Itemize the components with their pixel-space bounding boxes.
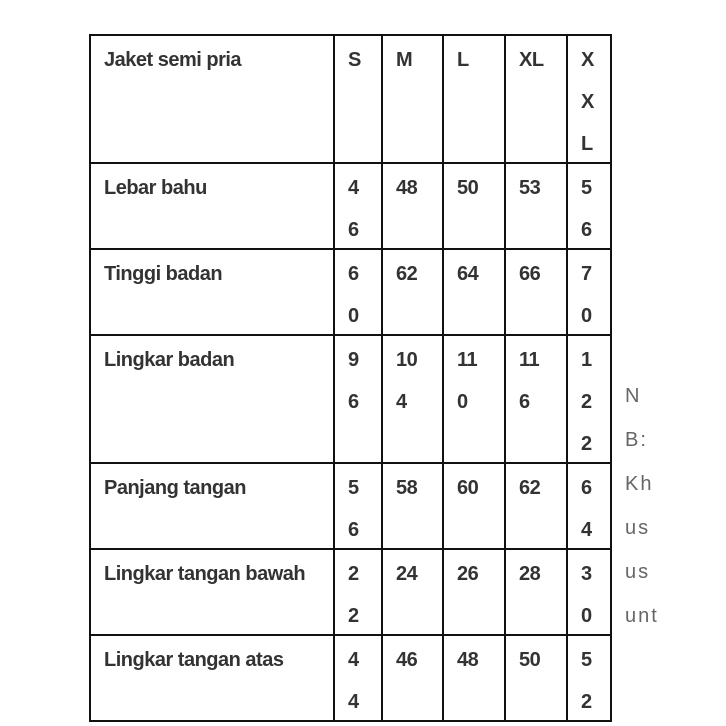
table-cell (90, 249, 334, 335)
cell-text: XL (519, 49, 544, 71)
table-cell (90, 163, 334, 249)
cell-text: Panjang tangan (104, 477, 246, 499)
table-cell (90, 463, 334, 549)
table-cell (334, 549, 382, 635)
cell-text: 62 (396, 263, 418, 285)
table-cell (382, 549, 443, 635)
table-cell (443, 249, 505, 335)
table-cell (443, 549, 505, 635)
cell-text: 52 (581, 649, 592, 713)
cell-text: 116 (519, 349, 540, 413)
cell-text: 46 (348, 177, 359, 241)
header-cell (505, 35, 567, 163)
cell-text: Jaket semi pria (104, 49, 242, 71)
table-row (90, 249, 611, 335)
table-cell (382, 335, 443, 463)
cell-text: Lebar bahu (104, 177, 207, 199)
table-cell (90, 549, 334, 635)
table-cell (505, 163, 567, 249)
table-cell (443, 463, 505, 549)
cell-text: 48 (396, 177, 418, 199)
cell-text: Lingkar badan (104, 349, 235, 371)
header-cell (443, 35, 505, 163)
table-cell (382, 163, 443, 249)
cell-text: 110 (457, 349, 478, 413)
table-cell (443, 163, 505, 249)
cell-text: 96 (348, 349, 359, 413)
cell-text: 53 (519, 177, 541, 199)
table-cell (90, 635, 334, 721)
cell-text: Tinggi badan (104, 263, 223, 285)
cell-text: 24 (396, 563, 418, 585)
cell-text: 28 (519, 563, 541, 585)
table-cell (382, 463, 443, 549)
table-cell (90, 335, 334, 463)
cell-text: 50 (457, 177, 479, 199)
table-cell (505, 335, 567, 463)
table-cell (567, 335, 611, 463)
header-cell (90, 35, 334, 163)
cell-text: M (396, 49, 413, 71)
table-cell (505, 463, 567, 549)
table-cell (334, 335, 382, 463)
cell-text: Lingkar tangan atas (104, 649, 284, 671)
table-cell (567, 463, 611, 549)
cell-text: 64 (581, 477, 592, 541)
table-cell (334, 635, 382, 721)
cell-text: 70 (581, 263, 592, 327)
table-row (90, 549, 611, 635)
size-note: NB: Khusus unt (625, 385, 659, 627)
table-cell (567, 163, 611, 249)
table-cell (567, 249, 611, 335)
cell-text: 122 (581, 349, 592, 455)
cell-text: 26 (457, 563, 479, 585)
table-row (90, 635, 611, 721)
cell-text: XXL (581, 49, 594, 155)
table-cell (334, 249, 382, 335)
table-cell (443, 635, 505, 721)
cell-text: 66 (519, 263, 541, 285)
table-cell (567, 635, 611, 721)
cell-text: 50 (519, 649, 541, 671)
table-cell (505, 549, 567, 635)
header-row (90, 35, 611, 163)
table-cell (443, 335, 505, 463)
table-cell (334, 463, 382, 549)
cell-text: L (457, 49, 469, 71)
size-chart-table (89, 34, 612, 722)
cell-text: 60 (348, 263, 359, 327)
table-row (90, 463, 611, 549)
table-row (90, 335, 611, 463)
table-cell (505, 249, 567, 335)
cell-text: 44 (348, 649, 359, 713)
table-cell (334, 163, 382, 249)
header-cell (382, 35, 443, 163)
header-cell (334, 35, 382, 163)
cell-text: 22 (348, 563, 359, 627)
table-cell (505, 635, 567, 721)
cell-text: 64 (457, 263, 479, 285)
table-cell (567, 549, 611, 635)
cell-text: S (348, 49, 361, 71)
cell-text: 60 (457, 477, 479, 499)
cell-text: 104 (396, 349, 418, 413)
cell-text: 56 (581, 177, 592, 241)
cell-text: 58 (396, 477, 418, 499)
cell-text: 48 (457, 649, 479, 671)
table-cell (382, 635, 443, 721)
table-row (90, 163, 611, 249)
cell-text: 56 (348, 477, 359, 541)
cell-text: 30 (581, 563, 592, 627)
cell-text: Lingkar tangan bawah (104, 563, 306, 585)
table-cell (382, 249, 443, 335)
header-cell (567, 35, 611, 163)
cell-text: 62 (519, 477, 541, 499)
cell-text: 46 (396, 649, 418, 671)
